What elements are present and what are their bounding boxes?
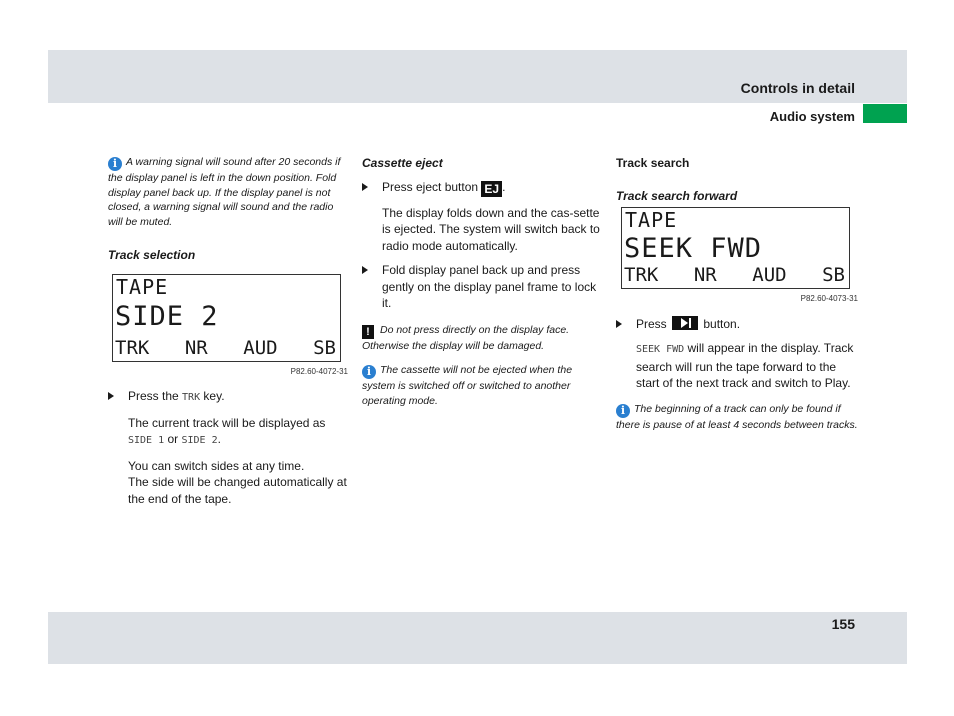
heading-track-search-forward: Track search forward (616, 188, 738, 203)
page-number: 155 (831, 616, 855, 632)
para-text-or: or (164, 432, 182, 446)
softkey-nr: NR (184, 336, 208, 359)
step-text-end: button. (700, 316, 741, 331)
info-note-text: The cassette will not be ejected when the system is switched off or switched to another operating mode. (362, 364, 573, 407)
softkey-trk: TRK (115, 336, 150, 359)
step-press-eject (362, 179, 602, 197)
info-icon: i (616, 404, 630, 418)
code-side-2: SIDE 2 (181, 435, 218, 446)
display-line-source: TAPE (116, 274, 169, 299)
info-note-text: The beginning of a track can only be found if there is pause of at least 4 seconds between tracks. (616, 402, 858, 431)
heading-track-selection: Track selection (108, 248, 196, 262)
para-line: The side will be changed automatically at the end of the tape. (128, 475, 347, 506)
code-side-1: SIDE 1 (128, 435, 165, 446)
figure-reference: P82.60-4072-31 (290, 366, 348, 376)
column-cassette-eject (362, 155, 602, 408)
info-note (108, 155, 348, 229)
skip-forward-icon (672, 316, 698, 330)
para-text-end: . (217, 432, 221, 446)
step-text: Fold display panel back up and press gently on the display panel frame to lock it. (382, 263, 597, 310)
key-name: TRK (182, 392, 201, 403)
step-fold-panel (362, 262, 602, 312)
heading-track-search: Track search (616, 156, 690, 170)
eject-button-icon: EJ (481, 181, 502, 197)
paragraph-current-track (108, 415, 348, 450)
step-press-trk (108, 388, 348, 407)
display-line-status: SEEK FWD (624, 233, 763, 264)
step-text: Press eject button (382, 179, 482, 194)
softkey-nr: NR (693, 264, 717, 286)
chapter-title: Controls in detail (740, 80, 855, 96)
display-softkeys (115, 337, 336, 359)
softkey-trk: TRK (624, 264, 659, 286)
footer-band (48, 612, 907, 664)
step-press-skip (616, 316, 858, 333)
warning-note-text: Do not press directly on the display face. Otherwise the display will be damaged. (362, 323, 570, 352)
info-icon: i (362, 365, 376, 379)
warning-note (362, 323, 602, 354)
bullet-arrow-icon (108, 392, 114, 400)
display-line-source: TAPE (625, 208, 678, 232)
step-text: Press the (128, 389, 183, 403)
softkey-aud: AUD (752, 264, 787, 286)
info-note (362, 363, 602, 408)
softkey-sb: SB (822, 264, 845, 286)
para-line: You can switch sides at any time. (128, 458, 305, 473)
paragraph-switch-sides (108, 458, 348, 508)
paragraph-seek-result (616, 340, 858, 392)
softkey-sb: SB (313, 336, 336, 359)
step-text-end: . (502, 179, 506, 194)
info-icon: i (108, 157, 122, 171)
column-track-selection (108, 155, 348, 507)
para-text: The current track will be displayed as (128, 415, 326, 430)
info-note (616, 402, 858, 433)
bullet-arrow-icon (362, 183, 368, 191)
para-text: will appear in the display. Track search will run the tape forward to the start of the next track and switch to Play. (636, 341, 854, 390)
display-panel (621, 207, 850, 289)
warning-icon: ! (362, 325, 374, 339)
section-title: Audio system (769, 109, 855, 124)
bullet-arrow-icon (616, 320, 622, 328)
figure-reference: P82.60-4073-31 (800, 294, 858, 303)
display-softkeys (624, 264, 845, 286)
code-seek-fwd: SEEK FWD (636, 344, 685, 355)
softkey-aud: AUD (243, 336, 278, 359)
display-line-side: SIDE 2 (115, 300, 219, 332)
display-panel (112, 274, 341, 362)
section-tab-marker (863, 104, 907, 123)
heading-cassette-eject: Cassette eject (362, 156, 443, 170)
column-track-search (616, 155, 858, 432)
step-text-end: key. (200, 389, 225, 403)
bullet-arrow-icon (362, 266, 368, 274)
step-text: Press (636, 316, 671, 331)
info-note-text: A warning signal will sound after 20 seconds if the display panel is left in the down position. Fold display panel back up. If the display panel is not closed, a warning signal will sound and the radio will be muted. (108, 156, 341, 228)
paragraph-eject-result: The display folds down and the cas-sette is ejected. The system will switch back to radio mode automatically. (382, 205, 600, 253)
